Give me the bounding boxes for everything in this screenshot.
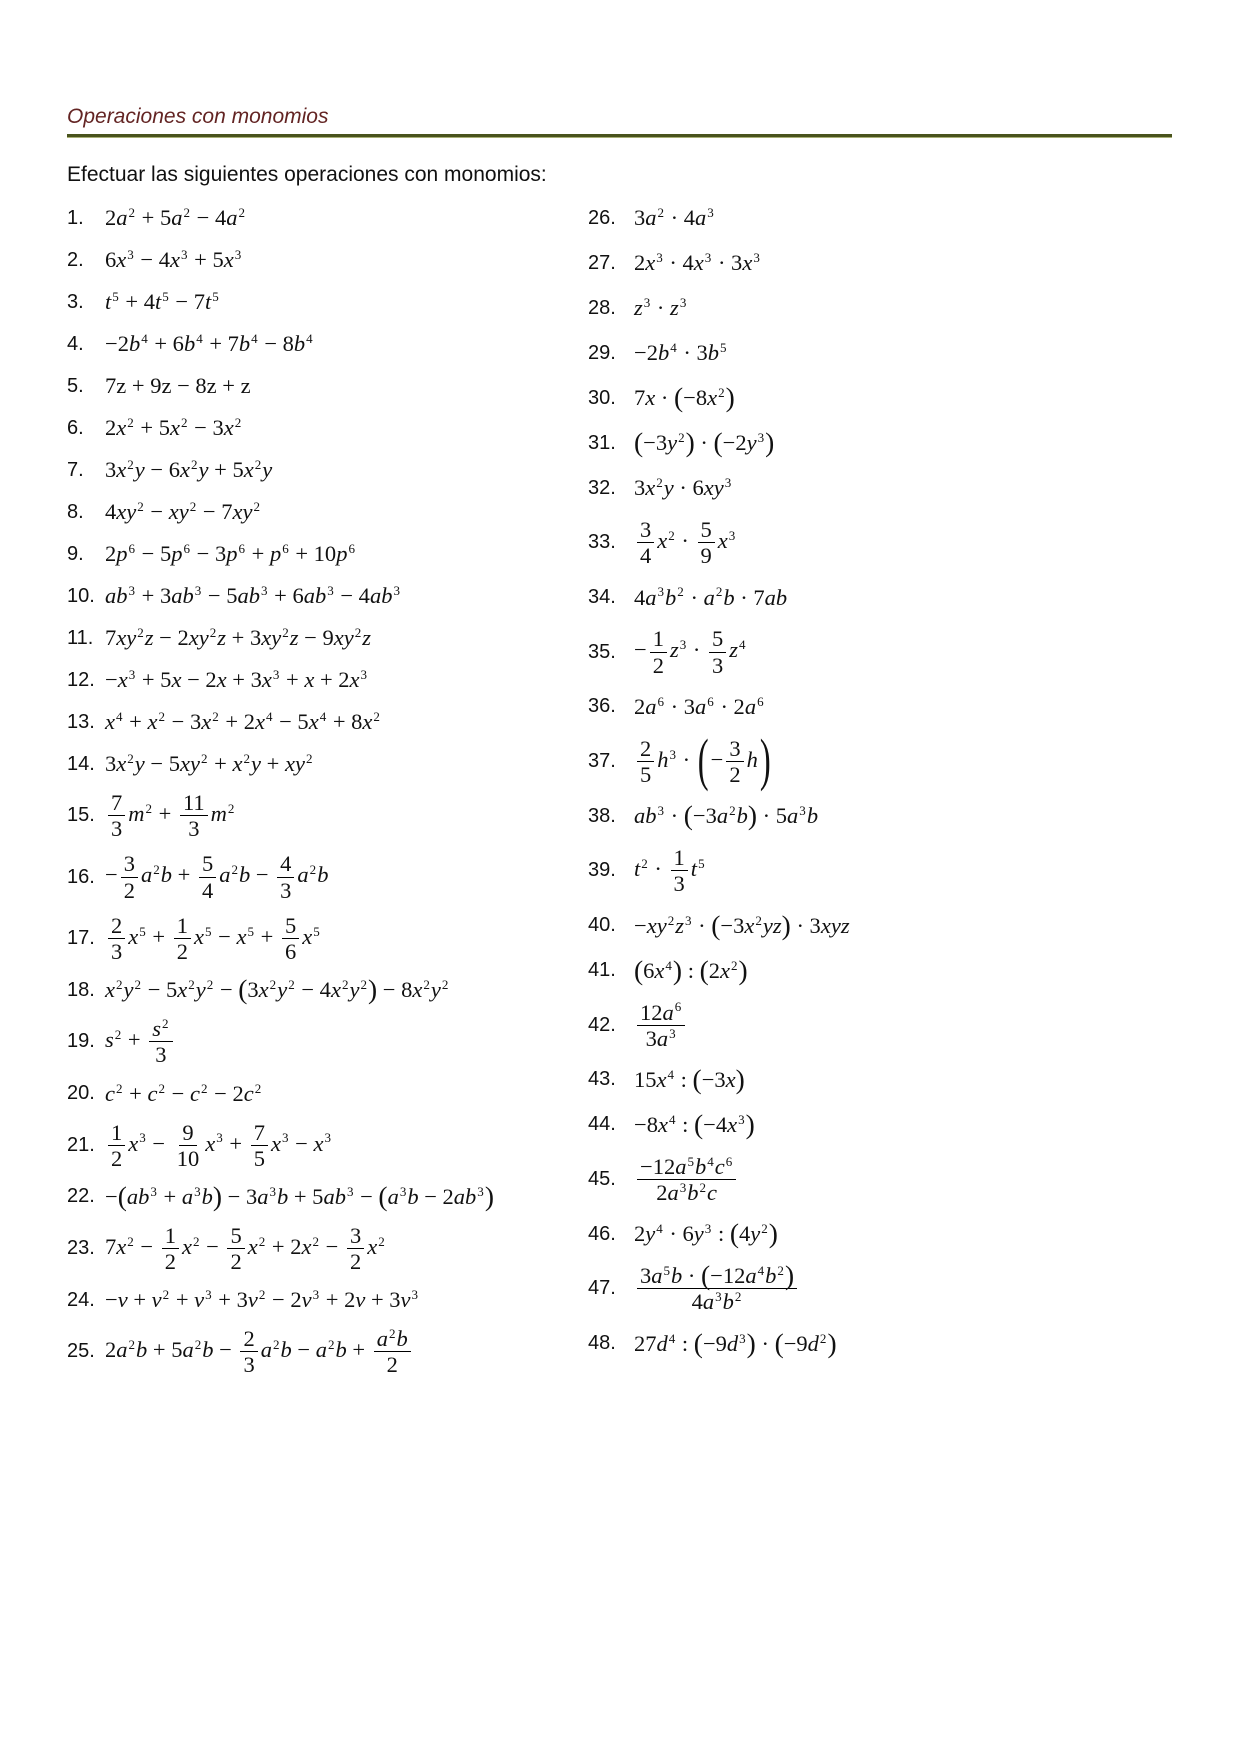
exercise-number: 15. [67,804,95,827]
exercise-number: 20. [67,1082,95,1104]
exercise-item [67,1120,588,1171]
exercise-number: 19. [67,1030,95,1053]
exercise-number: 41. [588,959,616,981]
exercise-expression: $(6x^4)$ : $(2x^2)$ [634,955,748,986]
exercise-number: 32. [588,476,616,499]
exercise-item [67,790,588,841]
exercise-item [67,580,588,612]
exercise-expression: $3x^2y - 5xy^2 + x^2y + xy^2$ [105,751,313,777]
exercise-item [67,1284,588,1316]
exercise-expression: $-8x^4$ : $(-4x^3)$ [634,1109,755,1140]
exercise-expression: $c^2 + c^2 - c^2 - 2c^2$ [105,1080,262,1106]
exercise-expression: $7x \cdot (-8x^2)$ [634,382,735,413]
exercise-expression: $2y^4 \cdot 6y^3$ : $(4y^2)$ [634,1219,778,1250]
exercise-number: 2. [67,248,84,271]
exercise-item [588,728,1172,794]
exercise-item [588,1000,1172,1051]
exercise-expression: $27d^4$ : $(-9d^3) \cdot (-9d^2)$ [634,1328,837,1359]
exercise-item [67,328,588,360]
exercise-number: 30. [588,386,616,409]
exercise-expression: $ab^3 + 3ab^3 - 5ab^3 + 6ab^3 - 4ab^3$ [105,583,400,609]
exercise-number: 44. [588,1113,616,1136]
exercise-expression: $-2b^4 \cdot 3b^5$ [634,340,727,366]
exercise-item [67,412,588,444]
exercise-item [588,337,1172,369]
exercise-item [67,370,588,402]
exercise-number: 24. [67,1288,95,1311]
exercise-expression: − $\frac{1}{2}$ $z^3$ · $\frac{5}{3}$ $z^4$ [634,626,746,678]
exercise-item [67,286,588,318]
exercise-expression: $2x^3 \cdot 4x^3 \cdot 3x^3$ [634,250,760,276]
exercise-expression: $z^3 \cdot z^3$ [634,295,687,321]
exercise-number: 11. [67,626,94,649]
exercise-expression: $4a^3b^2 \cdot a^2b \cdot 7ab$ [634,584,788,610]
exercise-number: 31. [588,431,616,454]
header-rule [67,134,1172,138]
exercise-number: 12. [67,668,95,691]
exercise-item [67,1223,588,1274]
exercise-number: 21. [67,1133,95,1156]
intro-text: Efectuar las siguientes operaciones con monomios: [67,163,547,186]
exercise-number: 5. [67,374,84,397]
exercise-item [67,974,588,1006]
exercise-expression: $3a^2 \cdot 4a^3$ [634,205,714,231]
exercise-number: 27. [588,251,616,274]
exercise-expression: $\frac{3}{4}$ $x^2$ · $\frac{5}{9}$ $x^3$ [634,517,736,568]
exercise-item [588,691,1172,723]
page-title: Operaciones con monomios [67,105,329,128]
exercise-item [588,517,1172,568]
exercise-number: 29. [588,341,616,364]
exercise-item [588,1154,1172,1205]
exercise-number: 39. [588,859,616,882]
exercise-number: 35. [588,640,616,663]
exercise-number: 14. [67,752,95,775]
exercise-item [588,382,1172,414]
exercise-number: 40. [588,914,616,936]
exercise-item [588,1064,1172,1096]
exercise-expression: $-v + v^2 + v^3 + 3v^2 - 2v^3 + 2v + 3v^3$ [105,1287,419,1313]
exercise-expression: $4xy^2 - xy^2 - 7xy^2$ [105,499,260,525]
exercise-expression: 7z + 9z − 8z + z [105,373,251,399]
exercise-item [588,626,1172,677]
exercise-number: 37. [588,749,616,772]
exercise-expression: $-(ab^3 + a^3b) - 3a^3b + 5ab^3 - (a^3b - 2ab^3)$ [105,1181,494,1212]
exercise-item [588,800,1172,832]
exercise-item [67,454,588,486]
exercise-expression: $\frac{3a^5b \cdot (-12a^4b^2)}{4a^3b^2}$ [634,1263,800,1314]
exercise-item [588,1260,1172,1315]
exercise-number: 4. [67,332,84,355]
exercise-number: 26. [588,206,616,229]
exercise-number: 7. [67,458,84,481]
exercise-number: 1. [67,206,84,229]
exercise-expression: $\frac{2}{3}$ $x^5$ + $\frac{1}{2}$ $x^5 - x^5$ + $\frac{5}{6}$ $x^5$ [105,913,321,964]
exercise-number: 33. [588,531,616,554]
exercise-number: 42. [588,1013,616,1036]
exercise-item [588,581,1172,613]
exercise-expression: $s^2$ + $\frac{s^2}{3}$ [105,1016,176,1067]
exercise-expression: $ab^3 \cdot (-3a^2b) \cdot 5a^3b$ [634,800,819,831]
exercise-number: 36. [588,695,616,718]
exercise-item [588,955,1172,987]
exercise-number: 3. [67,290,84,313]
exercise-item [67,748,588,780]
exercise-item [588,292,1172,324]
exercise-expression: $-x^3 + 5x - 2x + 3x^3 + x + 2x^3$ [105,667,368,693]
exercise-number: 16. [67,865,95,888]
exercise-expression: $x^2y^2 - 5x^2y^2 - (3x^2y^2 - 4x^2y^2) - 8x^2y^2$ [105,974,449,1005]
exercise-number: 17. [67,926,95,949]
exercise-item [67,706,588,738]
exercise-item [588,1328,1172,1360]
exercise-expression: $15x^4$ : (−3x) [634,1064,745,1095]
exercise-number: 6. [67,416,84,439]
exercise-number: 23. [67,1237,95,1260]
exercise-item [67,1181,588,1213]
exercise-item [588,1109,1172,1141]
exercise-number: 45. [588,1168,616,1191]
exercise-item [67,244,588,276]
exercise-expression: $x^4 + x^2 - 3x^2 + 2x^4 - 5x^4 + 8x^2$ [105,709,380,735]
exercise-number: 47. [588,1277,616,1300]
exercise-expression: $2x^2 + 5x^2 - 3x^2$ [105,415,242,441]
exercise-number: 43. [588,1068,616,1091]
exercise-expression: $\frac{2}{5}$ $h^3$ · (− $\frac{3}{2}$ h) [634,736,773,787]
exercise-number: 28. [588,296,616,319]
exercise-expression: $2a^6 \cdot 3a^6 \cdot 2a^6$ [634,693,764,719]
exercise-number: 13. [67,710,95,733]
exercise-expression: $6x^3 - 4x^3 + 5x^3$ [105,247,242,273]
exercise-expression: $2a^2b + 5a^2b$ − $\frac{2}{3}$ $a^2b - a^2b$ + $\frac{a^2b}{2}$ [105,1326,414,1377]
exercise-item [67,538,588,570]
exercise-item [67,913,588,964]
exercise-expression: $(-3y^2) \cdot (-2y^3)$ [634,427,775,458]
exercise-item [588,247,1172,279]
exercise-expression: $\frac{1}{2}$ $x^3$ − $\frac{9}{10}$ $x^3$ + $\frac{7}{5}$ $x^3 - x^3$ [105,1120,332,1171]
exercise-number: 48. [588,1332,616,1355]
exercise-item [67,622,588,654]
exercise-number: 38. [588,804,616,827]
exercise-column-left [67,202,588,1388]
exercise-item [67,1016,588,1067]
exercise-columns [67,202,1172,1388]
exercise-number: 9. [67,542,84,565]
exercise-expression: $t^5 + 4t^5 - 7t^5$ [105,289,219,315]
exercise-expression: $\frac{-12a^5b^4c^6}{2a^3b^2c}$ [634,1154,739,1205]
exercise-number: 25. [67,1340,95,1363]
exercise-expression: $2p^6 - 5p^6 - 3p^6 + p^6 + 10p^6$ [105,541,355,567]
exercise-expression: $3x^2y \cdot 6xy^3$ [634,475,732,501]
exercise-number: 10. [67,584,95,607]
exercise-expression: $7x^2$ − $\frac{1}{2}$ $x^2$ − $\frac{5}{2}$ $x^2 + 2x^2$ − $\frac{3}{2}$ $x^2$ [105,1222,385,1275]
exercise-item [67,664,588,696]
exercise-item [67,1078,588,1110]
exercise-column-right [588,202,1172,1373]
exercise-expression: $\frac{7}{3}$ $m^2$ + $\frac{11}{3}$ $m^2$ [105,790,235,841]
exercise-expression: $-2b^4 + 6b^4 + 7b^4 - 8b^4$ [105,331,313,357]
exercise-number: 18. [67,978,95,1001]
exercise-expression: $3x^2y - 6x^2y + 5x^2y$ [105,457,273,483]
exercise-number: 22. [67,1185,95,1208]
exercise-item [588,202,1172,234]
exercise-expression: $-xy^2z^3 \cdot (-3x^2yz) \cdot 3xyz$ [634,910,850,941]
exercise-expression: − $\frac{3}{2}$ $a^2b$ + $\frac{5}{4}$ $a^2b$ − $\frac{4}{3}$ $a^2b$ [105,851,329,903]
exercise-item [67,851,588,902]
exercise-item [67,202,588,234]
exercise-expression: $t^2$ · $\frac{1}{3}$ $t^5$ [634,845,705,897]
exercise-number: 34. [588,585,616,608]
exercise-item [588,910,1172,942]
exercise-expression: $2a^2 + 5a^2 - 4a^2$ [105,205,245,231]
exercise-item [588,845,1172,896]
exercise-item [67,1326,588,1377]
exercise-item [588,1218,1172,1250]
exercise-item [67,496,588,528]
exercise-number: 46. [588,1222,616,1245]
exercise-item [588,472,1172,504]
exercise-item [588,427,1172,459]
exercise-expression: $\frac{12a^6}{3a^3}$ [634,1000,688,1051]
exercise-expression: $7xy^2z - 2xy^2z + 3xy^2z - 9xy^2z$ [105,625,372,651]
exercise-number: 8. [67,500,84,523]
